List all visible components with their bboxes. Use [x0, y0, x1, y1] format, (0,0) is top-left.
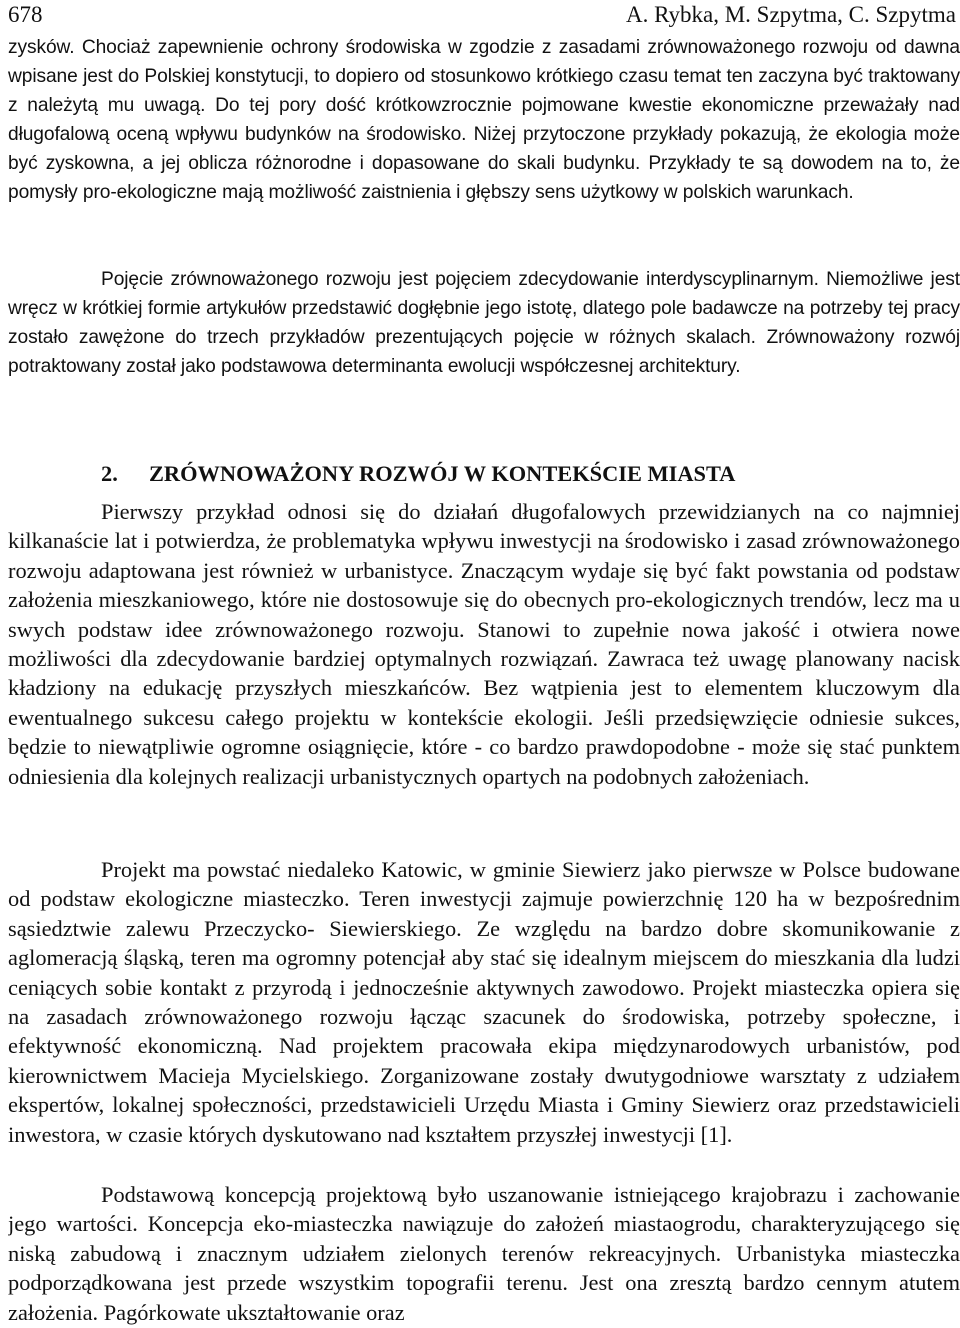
paragraph-design-concept: Podstawową koncepcją projektową było uszanowanie istniejącego krajobrazu i zachowanie jego wartości. Koncepcja eko-miasteczka nawiązuje do założeń miastaogrodu, charakteryzującego się niską zabudową i znacznym udziałem zielonych terenów rekreacyjnych. Urbanistyka miasteczka podporządkowana jest przede wszystkim topografii terenu. Jest ona zresztą bardzo cennym atutem założenia. Pagórkowate ukształtowanie oraz: [8, 1182, 960, 1325]
document-page: [8, 0, 960, 1328]
paragraph-siewierz-project: Projekt ma powstać niedaleko Katowic, w gminie Siewierz jako pierwsze w Polsce budowane od podstaw ekologiczne miasteczko. Teren inwestycji zajmuje powierzchnię 120 ha w bezpośrednim sąsiedztwie zalewu Przeczycko- Siewierskiego. Ze względu na bardzo dobre skomunikowanie z aglomeracją śląską, teren ma ogromny potencjał aby stać się idealnym miejscem do mieszkania dla ludzi ceniących sobie kontakt z przyrodą i jednocześnie aktywnych zawodowo. Projekt miasteczka opiera się na zasadach zrównoważonego rozwoju łącząc szacunek do środowiska, potrzeby społeczne, i efektywność ekonomiczną. Nad projektem pracowała ekipa międzynarodowych urbanistów, pod kierownictwem Macieja Mycielskiego. Zorganizowane zostały dwutygodniowe warsztaty z udziałem ekspertów, lokalnej społeczności, przedstawicieli Urzędu Miasta i Gminy Siewierz oraz przedstawicieli inwestora, w czasie których dyskutowano nad kształtem przyszłej inwestycji [1].: [8, 857, 960, 1147]
section-number: 2.: [101, 461, 118, 486]
paragraph-first-example: Pierwszy przykład odnosi się do działań długofalowych przewidzianych na co najmniej kilkanaście lat i potwierdza, że problematyka wpływu inwestycji na środowisko i zasad zrównoważonego rozwoju adaptowana jest również w urbanistyce. Znaczącym wydaje się być fakt powstania od podstaw założenia mieszkaniowego, które nie dostosowuje się do obecnych pro-ekologicznych trendów, lecz ma u swych podstaw idee zrównoważonego rozwoju. Stanowi to zupełnie nowa jakość i otwiera nowe możliwości dla zdecydowanie bardziej optymalnych rozwiązań. Zawraca też uwagę planowany nacisk kładziony na edukację przyszłych mieszkańców. Bez wątpienia jest to elementem kluczowym dla ewentualnego sukcesu całego projektu w kontekście ekologii. Jeśli przedsięwzięcie odniesie sukces, będzie to niewątpliwie ogromne osiągnięcie, które - co bardzo prawdopodobne - może się stać punktem odniesienia dla kolejnych realizacji urbanistycznych opartych na podobnych założeniach.: [8, 499, 960, 789]
paragraph-sustainable-development-concept: Pojęcie zrównoważonego rozwoju jest pojęciem zdecydowanie interdyscyplinarnym. Niemożliwe jest wręcz w krótkiej formie artykułów przedstawić dogłębnie jego istotę, dlatego pole badawcze na potrzeby tej pracy zostało zawężone do trzech przykładów prezentujących pojęcie w różnych skalach. Zrównoważony rozwój potraktowany został jako podstawowa determinanta ewolucji współczesnej architektury.: [8, 269, 960, 378]
section-heading: [101, 459, 735, 489]
section-title: ZRÓWNOWAŻONY ROZWÓJ W KONTEKŚCIE MIASTA: [149, 461, 736, 486]
running-header: [8, 0, 956, 30]
paragraph-intro-continuation: zysków. Chociaż zapewnienie ochrony środowiska w zgodzie z zasadami zrównoważonego rozwoju od dawna wpisane jest do Polskiej konstytucji, to dopiero od stosunkowo krótkiego czasu temat ten zaczyna być traktowany z należytą mu uwagą. Do tej pory dość krótkowzrocznie pojmowane kwestie ekonomiczne przeważały nad długofalową oceną wpływu budynków na środowisko. Niżej przytoczone przykłady pokazują, że ekologia może być zyskowna, a jej oblicza różnorodne i dopasowane do skali budynku. Przykłady te są dowodem na to, że pomysły pro-ekologiczne mają możliwość zaistnienia i głębszy sens użytkowy w polskich warunkach.: [8, 37, 960, 204]
running-header-authors: A. Rybka, M. Szpytma, C. Szpytma: [625, 2, 956, 27]
page-number: 678: [8, 2, 43, 27]
